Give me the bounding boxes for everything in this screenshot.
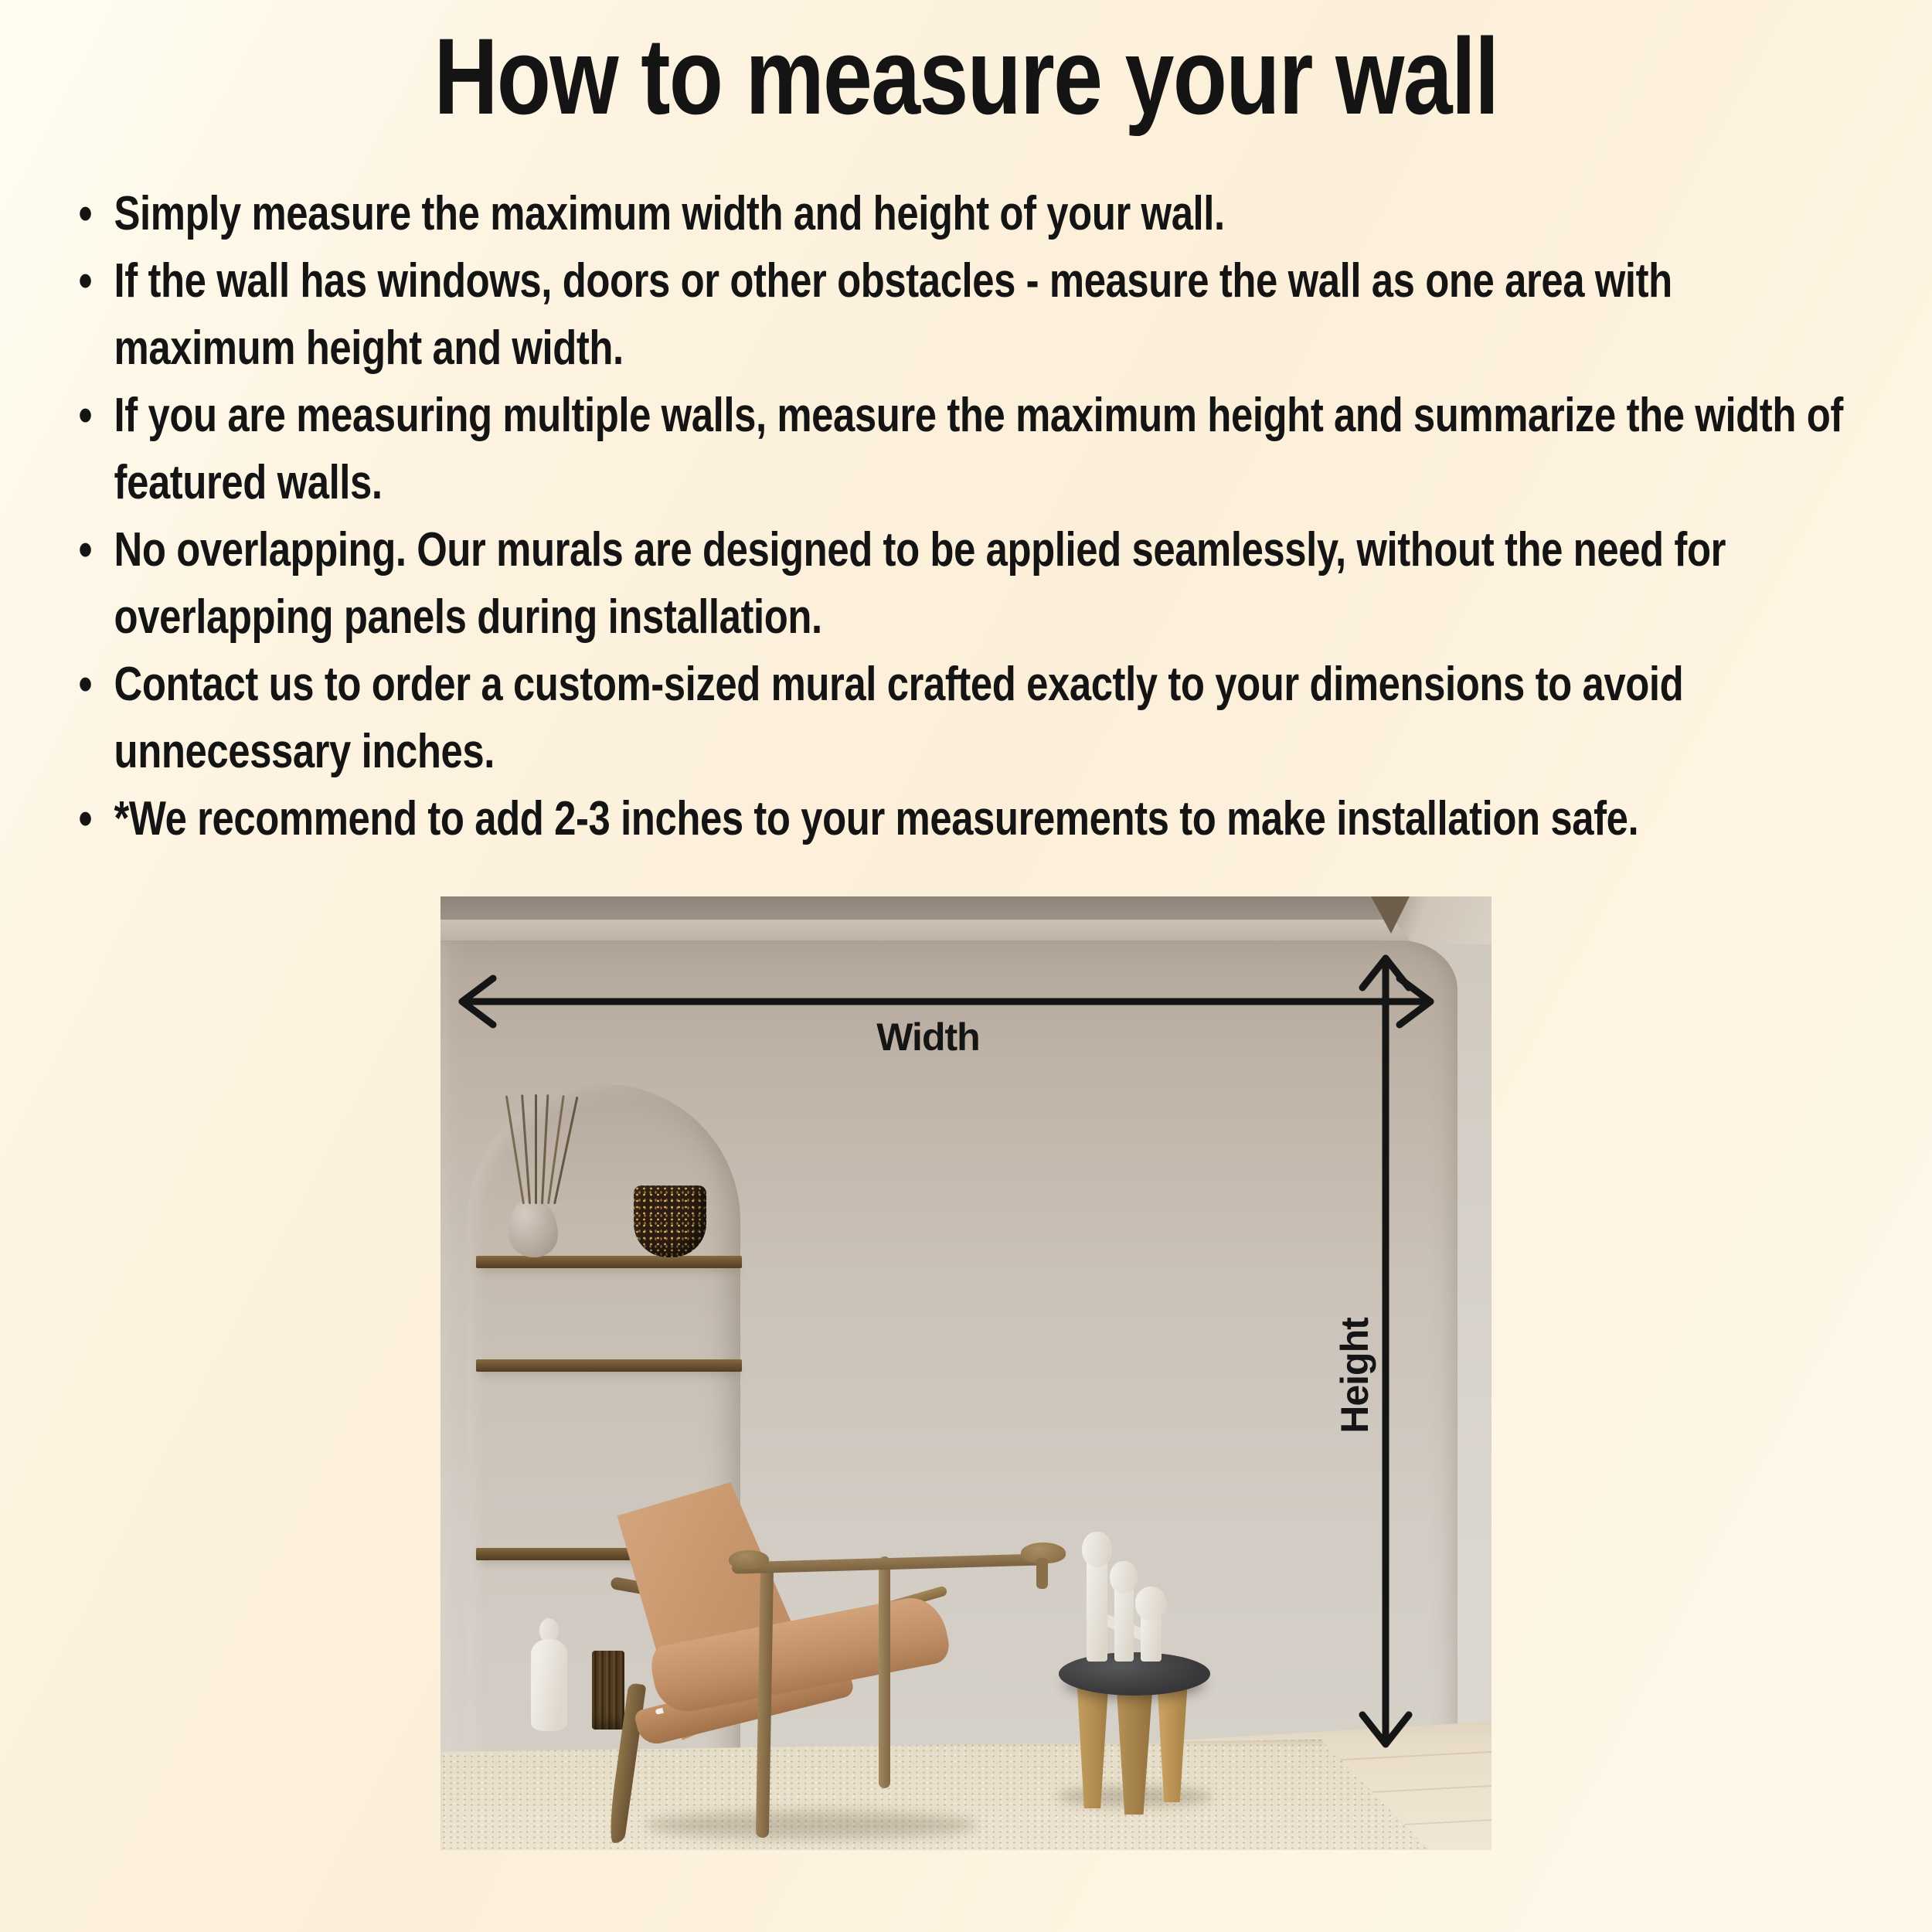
list-item: [77, 516, 1845, 651]
bullet-dot: •: [78, 658, 93, 711]
list-item-text: Contact us to order a custom-sized mural crafted exactly to your dimensions to avoid unnecessary inches.: [114, 658, 1684, 778]
bullet-dot: •: [78, 523, 93, 577]
instructions-list: [77, 180, 1932, 852]
list-item-text: Simply measure the maximum width and height of your wall.: [114, 187, 1225, 240]
height-label: Height: [1333, 1318, 1376, 1434]
list-item: [77, 785, 1845, 852]
room-photo: [440, 896, 1492, 1850]
list-item: [77, 651, 1845, 785]
bullet-dot: •: [78, 792, 93, 845]
width-label: Width: [876, 1015, 980, 1059]
list-item-text: *We recommend to add 2-3 inches to your measurements to make installation safe.: [114, 792, 1639, 845]
list-item: [77, 247, 1845, 382]
list-item: [77, 382, 1845, 516]
list-item-text: No overlapping. Our murals are designed to be applied seamlessly, without the need for overlapping panels during installation.: [114, 523, 1726, 644]
list-item: [77, 180, 1845, 247]
page-title: How to measure your wall: [434, 15, 1498, 137]
list-item-text: If you are measuring multiple walls, measure the maximum height and summarize the width of featured walls.: [114, 389, 1843, 509]
bullet-dot: •: [78, 254, 93, 308]
list-item-text: If the wall has windows, doors or other obstacles - measure the wall as one area with maximum height and width.: [114, 254, 1672, 375]
bullet-dot: •: [78, 389, 93, 442]
bullet-dot: •: [78, 187, 93, 240]
